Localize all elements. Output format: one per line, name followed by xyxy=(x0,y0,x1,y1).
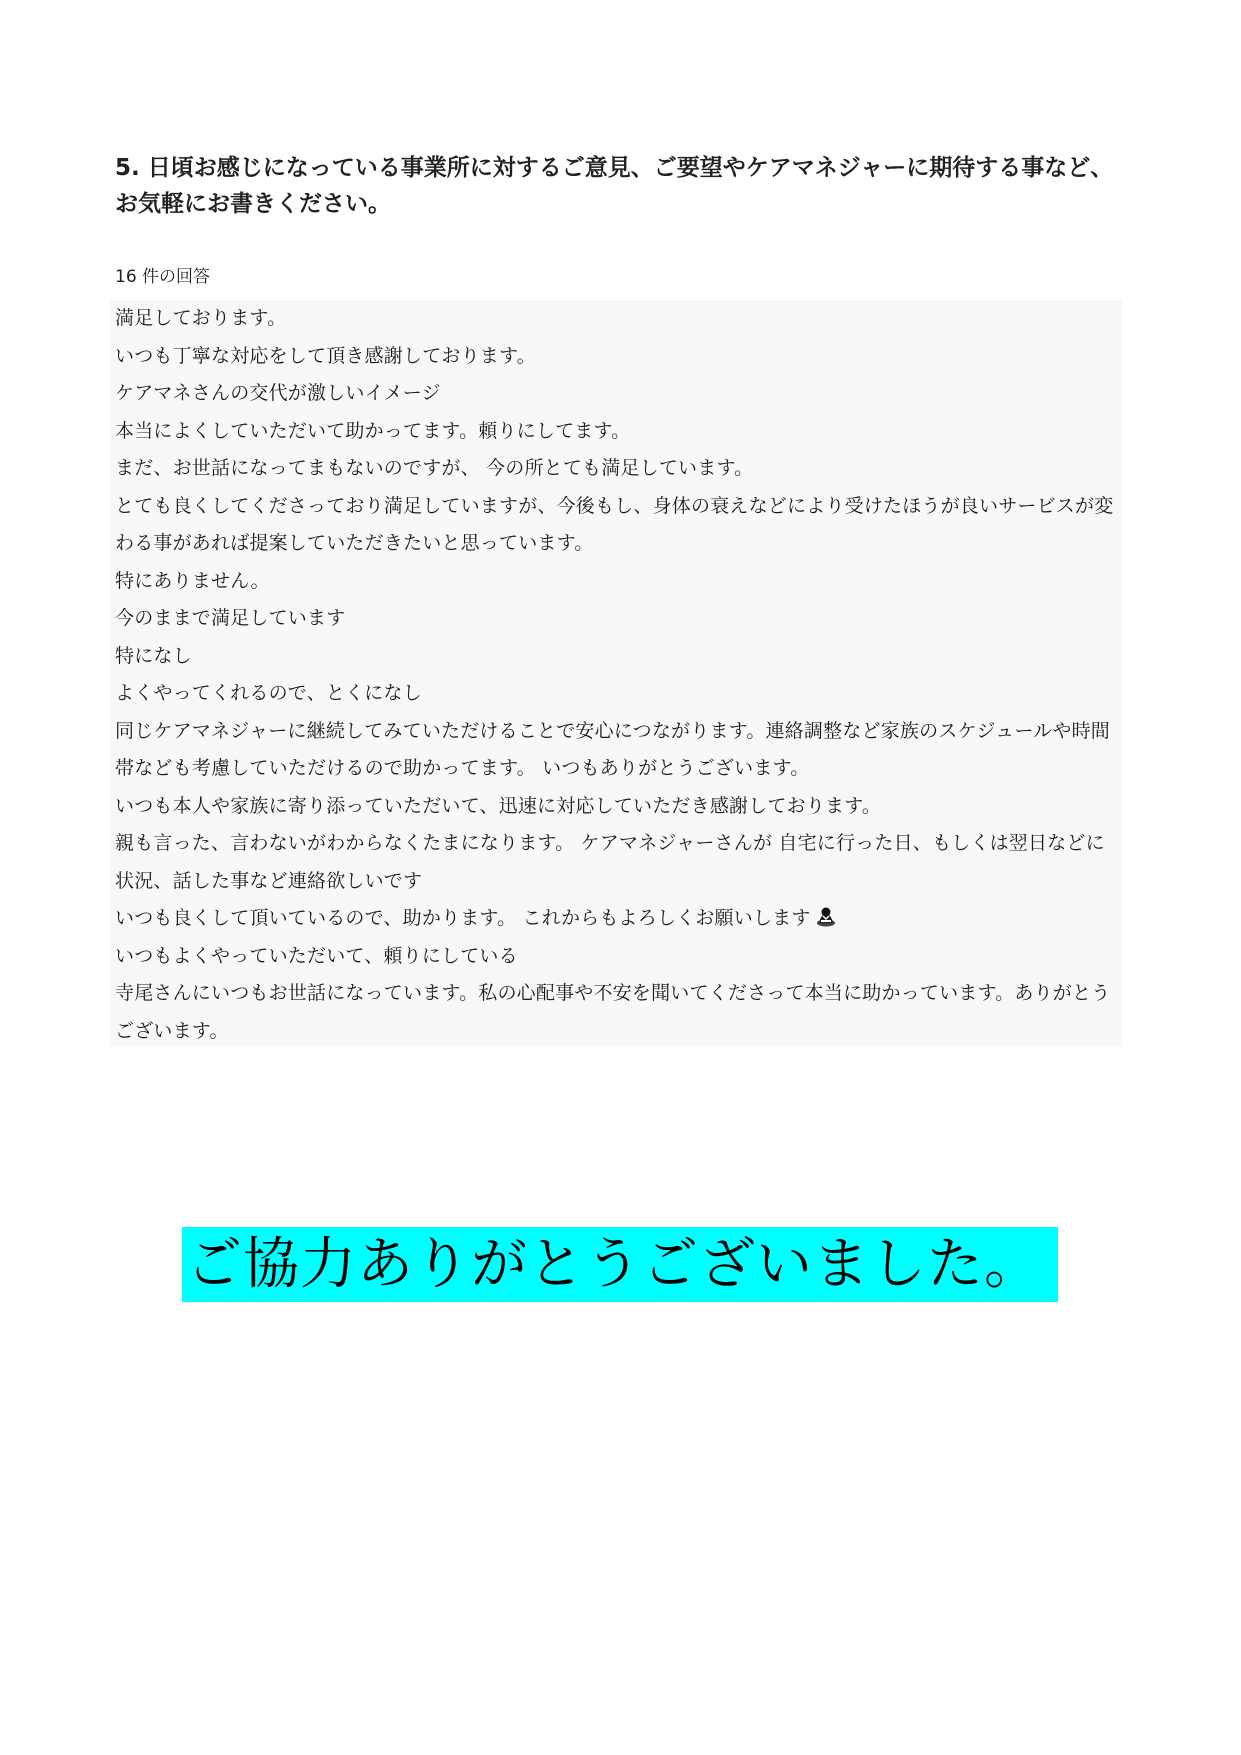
response-item: いつも本人や家族に寄り添っていただいて、迅速に対応していただき感謝しております。 xyxy=(115,794,882,817)
response-item: 満足しております。 xyxy=(115,307,287,329)
response-item: 親も言った、言わないがわからなくたまになります。 ケアマネジャーさんが 自宅に行った日、もしくは翌日などに状況、話した事など連絡欲しいです xyxy=(115,832,1105,892)
response-item: 本当によくしていただいて助かってます。頼りにしてます。 xyxy=(115,419,631,442)
response-count: 16 件の回答 xyxy=(115,267,211,287)
bowing-person-icon xyxy=(815,903,837,925)
response-item: よくやってくれるので、とくになし xyxy=(115,682,422,704)
response-item: いつも丁寧な対応をして頂き感謝しております。 xyxy=(115,344,536,367)
responses-list xyxy=(110,300,1122,1046)
response-item: 今のままで満足しています xyxy=(115,607,346,629)
question-title: 5. 日頃お感じになっている事業所に対するご意見、ご要望やケアマネジャーに期待する事など、お気軽にお書きください。 xyxy=(115,155,1114,217)
thanks-banner: ご協力ありがとうございました。 xyxy=(182,1227,1058,1302)
response-item: ケアマネさんの交代が激しいイメージ xyxy=(115,382,441,404)
response-item-text: いつも良くして頂いているので、助かります。 これからもよろしくお願いします xyxy=(115,907,811,929)
response-item: 特にありません。 xyxy=(115,569,270,592)
response-item: 特になし xyxy=(115,644,192,667)
response-item: まだ、お世話になってまもないのですが、 今の所とても満足しています。 xyxy=(115,457,754,479)
response-item xyxy=(115,900,1122,938)
response-item: いつもよくやっていただいて、頼りにしている xyxy=(115,944,518,967)
response-item: 同じケアマネジャーに継続してみていただけることで安心につながります。連絡調整など家族のスケジュールや時間帯なども考慮していただけるので助かってます。 いつもありがとうございます。 xyxy=(115,719,1110,779)
response-item: 寺尾さんにいつもお世話になっています。私の心配事や不安を聞いてくださって本当に助かっています。ありがとうございます。 xyxy=(115,982,1111,1042)
response-item: とても良くしてくださっており満足していますが、今後もし、身体の衰えなどにより受けたほうが良いサービスが変わる事があれば提案していただきたいと思っています。 xyxy=(115,494,1114,554)
